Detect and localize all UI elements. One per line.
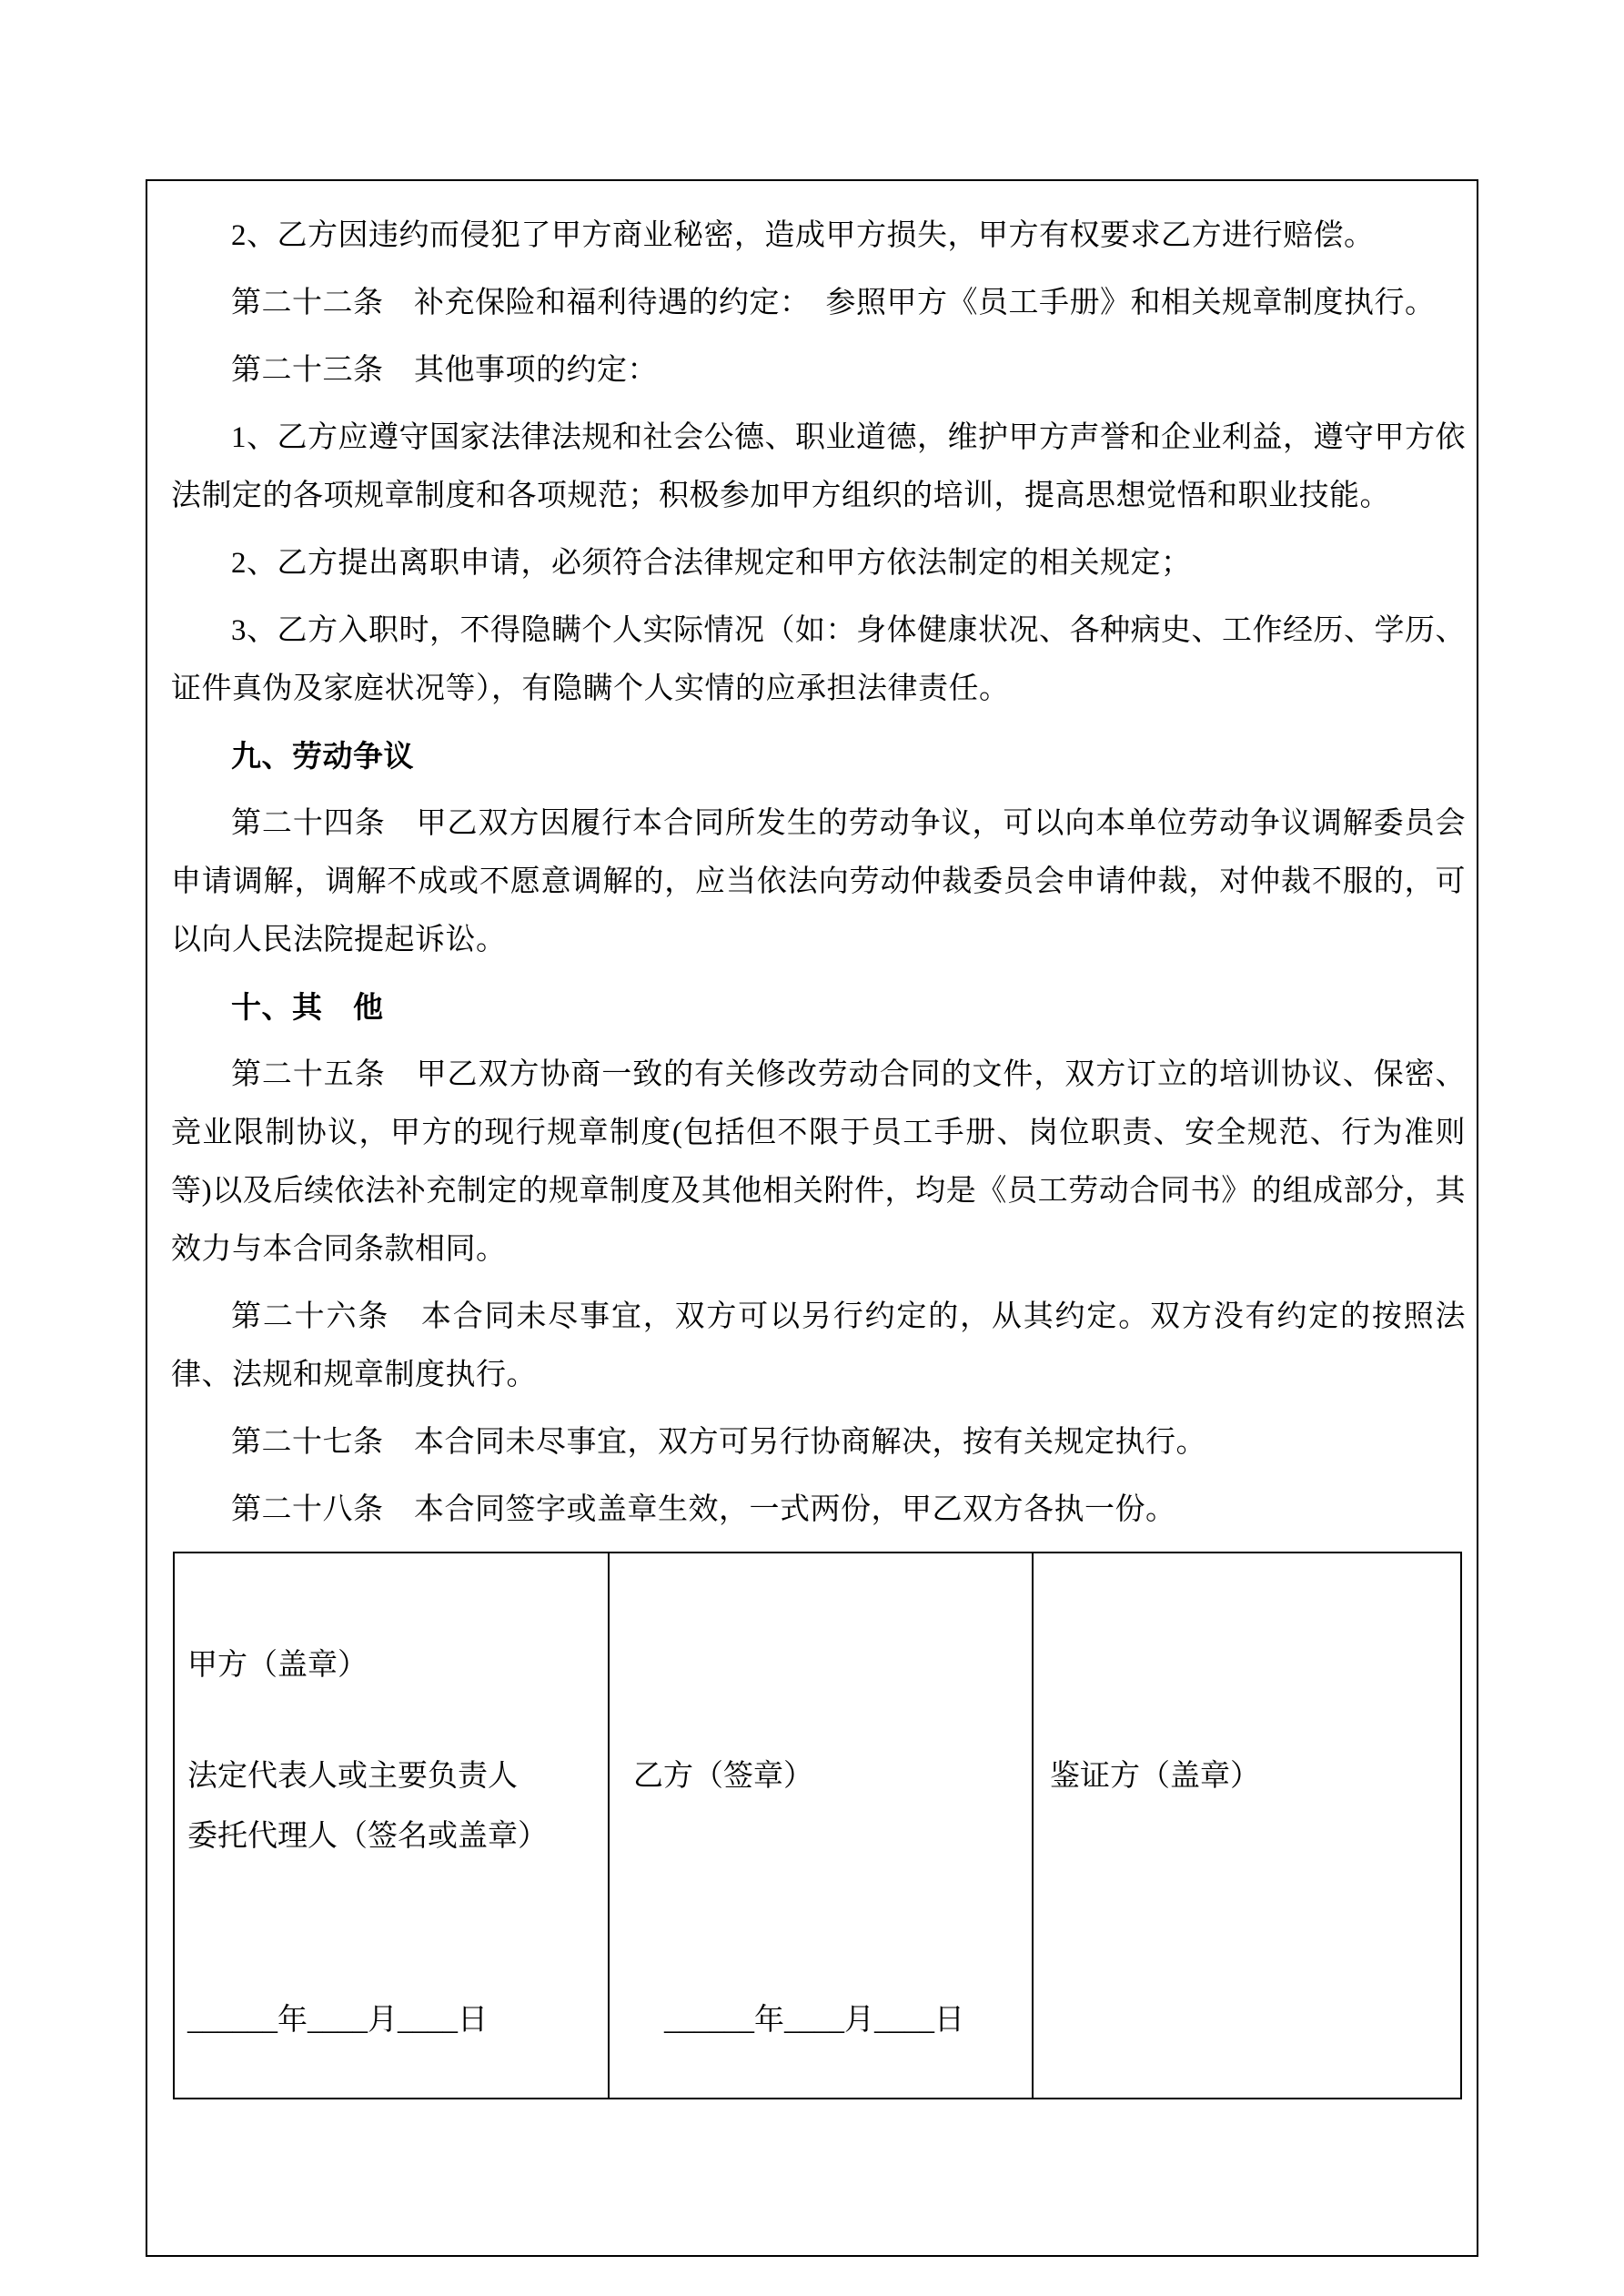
signature-table xyxy=(173,1552,1462,2099)
witness-cell xyxy=(1034,1553,1457,2098)
section-heading-other: 十、其 他 xyxy=(231,990,384,1024)
party-b-seal-label: 乙方（签章） xyxy=(633,1760,813,1793)
section-heading-labor-dispute: 九、劳动争议 xyxy=(231,739,414,773)
party-a-date-line: ______年____月____日 xyxy=(187,2004,488,2037)
party-a-agent-label: 委托代理人（签名或盖章） xyxy=(187,1820,548,1853)
clause-23-item-1: 1、乙方应遵守国家法律法规和社会公德、职业道德，维护甲方声誉和企业利益，遵守甲方依法制定的各项规章制度和各项规范；积极参加甲方组织的培训，提高思想觉悟和职业技能。 xyxy=(171,421,1466,512)
party-a-cell xyxy=(175,1553,610,2098)
clause-21-item-2: 2、乙方因违约而侵犯了甲方商业秘密，造成甲方损失，甲方有权要求乙方进行赔偿。 xyxy=(231,219,1375,252)
party-b-date-line: ______年____月____日 xyxy=(664,2004,964,2037)
party-a-representative-label: 法定代表人或主要负责人 xyxy=(187,1760,518,1793)
witness-seal-label: 鉴证方（盖章） xyxy=(1050,1760,1260,1793)
clause-24: 第二十四条 甲乙双方因履行本合同所发生的劳动争议，可以向本单位劳动争议调解委员会申请调解，调解不成或不愿意调解的，应当依法向劳动仲裁委员会申请仲裁，对仲裁不服的，可以向人民法院提起诉讼。 xyxy=(171,807,1466,956)
page-border-frame xyxy=(146,179,1478,2257)
clause-22: 第二十二条 补充保险和福利待遇的约定： 参照甲方《员工手册》和相关规章制度执行。 xyxy=(231,287,1436,319)
party-a-seal-label: 甲方（盖章） xyxy=(187,1649,368,1682)
clause-27: 第二十七条 本合同未尽事宜，双方可另行协商解决，按有关规定执行。 xyxy=(231,1426,1206,1459)
party-b-cell xyxy=(610,1553,1034,2098)
clause-28: 第二十八条 本合同签字或盖章生效，一式两份，甲乙双方各执一份。 xyxy=(231,1493,1176,1526)
clause-23-item-2: 2、乙方提出离职申请，必须符合法律规定和甲方依法制定的相关规定； xyxy=(231,547,1192,580)
clause-23: 第二十三条 其他事项的约定： xyxy=(231,354,658,387)
clause-23-item-3: 3、乙方入职时，不得隐瞒个人实际情况（如：身体健康状况、各种病史、工作经历、学历、证件真伪及家庭状况等），有隐瞒个人实情的应承担法律责任。 xyxy=(171,614,1466,705)
clause-25: 第二十五条 甲乙双方协商一致的有关修改劳动合同的文件，双方订立的培训协议、保密、竞业限制协议，甲方的现行规章制度(包括但不限于员工手册、岗位职责、安全规范、行为准则等)以及后续依法补充制定的规章制度及其他相关附件，均是《员工劳动合同书》的组成部分，其效力与本合同条款相同。 xyxy=(171,1058,1466,1266)
clause-26: 第二十六条 本合同未尽事宜，双方可以另行约定的，从其约定。双方没有约定的按照法律、法规和规章制度执行。 xyxy=(171,1300,1466,1391)
